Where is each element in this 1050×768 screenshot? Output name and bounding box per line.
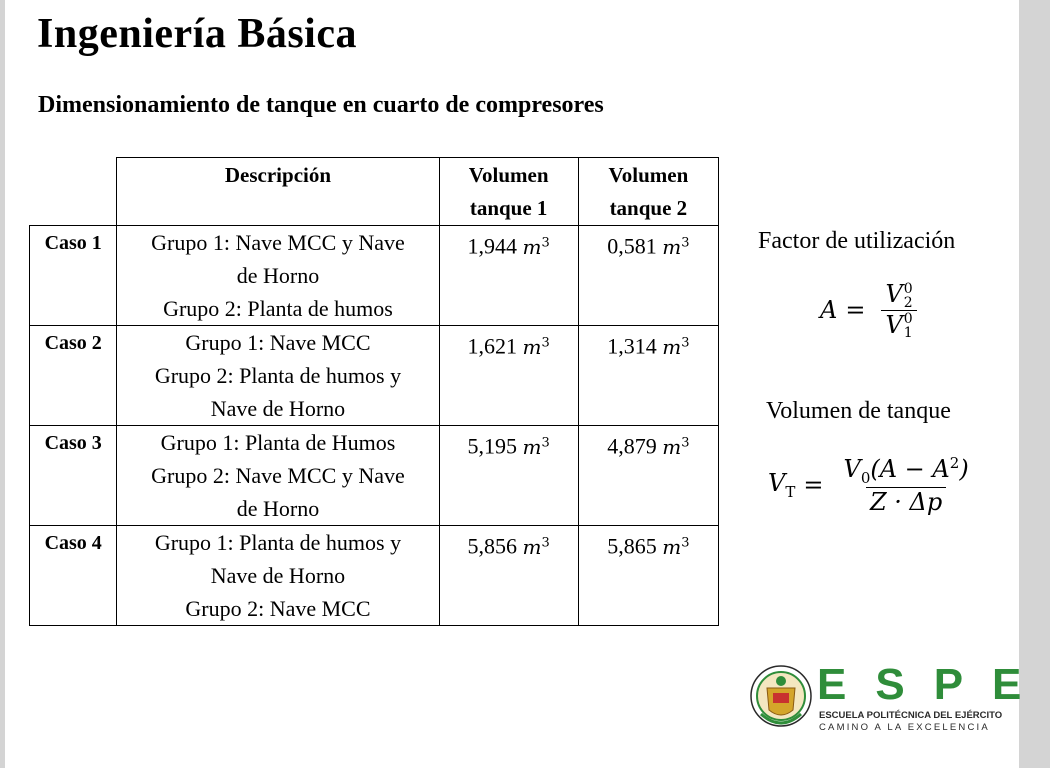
espe-motto: CAMINO A LA EXCELENCIA [819, 722, 990, 733]
unit-symbol: m [662, 434, 682, 459]
tank-2-volume [578, 426, 718, 526]
tank-2-value: 4,879 [607, 433, 657, 459]
case-description [117, 226, 439, 326]
table-row [30, 326, 719, 426]
table-row [30, 226, 719, 326]
numerator-indices [904, 282, 913, 310]
fraction-denominator [881, 310, 916, 341]
volume-unit [523, 435, 550, 459]
page-title: Ingeniería Básica [37, 11, 357, 57]
fraction-numerator [881, 280, 916, 310]
description-line: Grupo 2: Nave MCC [185, 596, 371, 621]
unit-symbol: m [662, 234, 682, 259]
lhs-sub: T [785, 482, 796, 501]
volume-unit [523, 235, 550, 259]
tank-1-volume [439, 226, 578, 326]
fraction-denominator: Z · Δp [866, 487, 946, 516]
unit-symbol: m [522, 334, 542, 359]
tank-2-volume [578, 326, 718, 426]
numerator-sup: 0 [903, 280, 913, 297]
unit-exponent: 3 [681, 535, 690, 550]
case-label: Caso 2 [30, 326, 117, 426]
unit-exponent: 3 [541, 435, 550, 450]
unit-exponent: 3 [681, 435, 690, 450]
table-row [30, 426, 719, 526]
num-close-paren: ) [959, 455, 969, 483]
espe-wordmark: ESPE [817, 660, 1050, 709]
volume-unit [662, 435, 689, 459]
numerator-var: V [885, 280, 903, 308]
description-line: Grupo 1: Planta de Humos [160, 430, 396, 455]
tank-2-value: 1,314 [607, 333, 657, 359]
utilization-formula [820, 280, 917, 340]
case-label: Caso 3 [30, 426, 117, 526]
tank-2-value: 0,581 [607, 233, 657, 259]
case-label: Caso 1 [30, 226, 117, 326]
page-subtitle: Dimensionamiento de tanque en cuarto de compresores [38, 92, 604, 118]
volume-unit [662, 235, 689, 259]
denominator-sub: 1 [903, 325, 913, 341]
unit-symbol: m [522, 534, 542, 559]
num-exponent: 2 [949, 454, 960, 472]
case-description [117, 526, 439, 626]
num-var: V [843, 455, 861, 483]
utilization-factor-label: Factor de utilización [758, 228, 956, 254]
table-row [30, 526, 719, 626]
unit-exponent: 3 [541, 235, 550, 250]
description-line: Grupo 2: Nave MCC y Nave [151, 463, 405, 488]
description-line: de Horno [236, 263, 320, 288]
equals-sign: = [803, 470, 824, 499]
tank-1-value: 1,621 [467, 333, 518, 359]
tank-1-volume [439, 526, 578, 626]
description-line: Grupo 2: Planta de humos y [154, 363, 402, 388]
header-tank-2 [578, 158, 718, 226]
description-line: Grupo 1: Nave MCC [185, 330, 371, 355]
tank-2-volume [578, 526, 718, 626]
tank-2-value: 5,865 [607, 533, 657, 559]
tank-1-value: 5,856 [467, 533, 518, 559]
espe-emblem-icon [747, 660, 815, 738]
espe-institution-name: ESCUELA POLITÉCNICA DEL EJÉRCITO [819, 710, 1003, 721]
header-tank-2-line-1: Volumen [608, 163, 689, 187]
tank-volume-fraction [839, 454, 972, 516]
tank-2-volume [578, 226, 718, 326]
header-tank-1 [439, 158, 578, 226]
description-line: Grupo 2: Planta de humos [163, 296, 393, 321]
volume-unit [662, 535, 689, 559]
unit-symbol: m [522, 434, 542, 459]
unit-exponent: 3 [681, 235, 690, 250]
utilization-fraction [881, 280, 916, 340]
volume-unit [662, 335, 689, 359]
description-line: de Horno [236, 496, 320, 521]
unit-exponent: 3 [541, 335, 550, 350]
tank-1-value: 1,944 [467, 233, 518, 259]
num-var-sub: 0 [860, 468, 871, 487]
tank-sizing-table [29, 157, 719, 626]
case-description [117, 426, 439, 526]
header-tank-2-line-2: tanque 2 [609, 196, 688, 220]
tank-1-volume [439, 326, 578, 426]
volume-unit [523, 535, 550, 559]
volume-unit [523, 335, 550, 359]
unit-exponent: 3 [541, 535, 550, 550]
header-description: Descripción [117, 158, 439, 226]
fraction-numerator [839, 454, 972, 487]
formula-lhs [768, 469, 795, 501]
tank-1-volume [439, 426, 578, 526]
num-paren-expr: (A − A [870, 455, 950, 483]
denominator-sup: 0 [903, 311, 913, 327]
slide [5, 0, 1050, 768]
tank-volume-formula [768, 454, 973, 516]
header-blank-cell [30, 158, 117, 226]
description-line: Nave de Horno [210, 563, 346, 588]
case-label: Caso 4 [30, 526, 117, 626]
case-description [117, 326, 439, 426]
tank-1-value: 5,195 [467, 433, 518, 459]
equals-sign: = [845, 296, 866, 324]
espe-logo [747, 660, 1050, 740]
numerator-sub: 2 [903, 294, 913, 311]
unit-symbol: m [662, 334, 682, 359]
description-line: Grupo 1: Nave MCC y Nave [151, 230, 405, 255]
table-header-row [30, 158, 719, 226]
description-line: Nave de Horno [210, 396, 346, 421]
tank-volume-label: Volumen de tanque [766, 398, 951, 424]
unit-exponent: 3 [681, 335, 690, 350]
header-tank-1-line-2: tanque 1 [469, 196, 548, 220]
description-line: Grupo 1: Planta de humos y [154, 530, 402, 555]
formula-lhs: A [820, 296, 838, 324]
denominator-var: V [885, 310, 903, 339]
header-tank-1-line-1: Volumen [468, 163, 549, 187]
lhs-var: V [768, 469, 786, 497]
unit-symbol: m [522, 234, 542, 259]
denominator-indices [904, 312, 913, 340]
unit-symbol: m [662, 534, 682, 559]
